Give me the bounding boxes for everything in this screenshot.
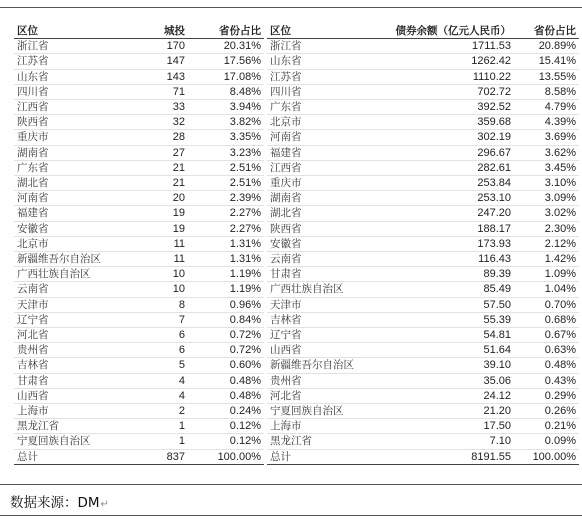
region-cell: 福建省 [267, 145, 370, 160]
header-count: 城投 [126, 24, 188, 39]
table-row [14, 160, 264, 175]
table-row [14, 84, 264, 99]
share-cell: 3.10% [514, 176, 579, 191]
value-cell: 21.20 [370, 404, 514, 419]
value-cell: 147 [126, 54, 188, 69]
value-cell: 4 [126, 373, 188, 388]
bottom-rule-lower [0, 515, 582, 516]
value-cell: 8191.55 [370, 449, 514, 464]
region-cell: 天津市 [14, 297, 126, 312]
table-row [267, 39, 579, 54]
table-row [14, 328, 264, 343]
value-cell: 6 [126, 343, 188, 358]
region-cell: 总计 [267, 449, 370, 464]
region-cell: 广西壮族自治区 [267, 282, 370, 297]
region-cell: 总计 [14, 449, 126, 464]
value-cell: 188.17 [370, 221, 514, 236]
city-investment-count-table [14, 24, 264, 465]
value-cell: 57.50 [370, 297, 514, 312]
table-row [14, 176, 264, 191]
share-cell: 3.23% [188, 145, 264, 160]
region-cell: 广东省 [267, 100, 370, 115]
value-cell: 359.68 [370, 115, 514, 130]
region-cell: 湖南省 [14, 145, 126, 160]
table-row [14, 358, 264, 373]
header-region: 区位 [14, 24, 126, 39]
share-cell: 15.41% [514, 54, 579, 69]
region-cell: 广西壮族自治区 [14, 267, 126, 282]
share-cell: 0.70% [514, 297, 579, 312]
region-cell: 新疆维吾尔自治区 [14, 252, 126, 267]
table-row [14, 297, 264, 312]
value-cell: 8 [126, 297, 188, 312]
table-row [14, 236, 264, 251]
region-cell: 山东省 [267, 54, 370, 69]
top-rule [0, 7, 582, 8]
share-cell: 0.96% [188, 297, 264, 312]
share-cell: 3.69% [514, 130, 579, 145]
share-cell: 4.39% [514, 115, 579, 130]
region-cell: 山西省 [14, 388, 126, 403]
total-row [14, 449, 264, 464]
region-cell: 辽宁省 [267, 328, 370, 343]
value-cell: 392.52 [370, 100, 514, 115]
table-row [14, 69, 264, 84]
table-header-row [267, 24, 579, 39]
share-cell: 3.09% [514, 191, 579, 206]
value-cell: 85.49 [370, 282, 514, 297]
share-cell: 3.35% [188, 130, 264, 145]
region-cell: 天津市 [267, 297, 370, 312]
region-cell: 上海市 [14, 404, 126, 419]
value-cell: 6 [126, 328, 188, 343]
table-row [267, 130, 579, 145]
region-cell: 北京市 [14, 236, 126, 251]
region-cell: 黑龙江省 [267, 434, 370, 449]
region-cell: 四川省 [14, 84, 126, 99]
region-cell: 甘肃省 [267, 267, 370, 282]
region-cell: 宁夏回族自治区 [267, 404, 370, 419]
table-row [267, 419, 579, 434]
share-cell: 3.62% [514, 145, 579, 160]
total-row [267, 449, 579, 464]
table-row [267, 115, 579, 130]
value-cell: 33 [126, 100, 188, 115]
share-cell: 3.45% [514, 160, 579, 175]
region-cell: 新疆维吾尔自治区 [267, 358, 370, 373]
table-row [267, 328, 579, 343]
region-cell: 重庆市 [267, 176, 370, 191]
share-cell: 13.55% [514, 69, 579, 84]
header-bond-balance: 债券余额（亿元人民币） [370, 24, 514, 39]
share-cell: 8.48% [188, 84, 264, 99]
value-cell: 116.43 [370, 252, 514, 267]
table-row [14, 115, 264, 130]
value-cell: 5 [126, 358, 188, 373]
header-share: 省份占比 [188, 24, 264, 39]
value-cell: 28 [126, 130, 188, 145]
share-cell: 100.00% [514, 449, 579, 464]
share-cell: 2.51% [188, 160, 264, 175]
table-row [14, 39, 264, 54]
share-cell: 2.30% [514, 221, 579, 236]
value-cell: 170 [126, 39, 188, 54]
share-cell: 0.84% [188, 312, 264, 327]
value-cell: 7.10 [370, 434, 514, 449]
share-cell: 0.48% [188, 373, 264, 388]
share-cell: 100.00% [188, 449, 264, 464]
share-cell: 0.09% [514, 434, 579, 449]
share-cell: 1.19% [188, 267, 264, 282]
region-cell: 江苏省 [267, 69, 370, 84]
share-cell: 4.79% [514, 100, 579, 115]
table-row [267, 221, 579, 236]
table-row [267, 282, 579, 297]
share-cell: 0.48% [514, 358, 579, 373]
region-cell: 江苏省 [14, 54, 126, 69]
table-row [14, 388, 264, 403]
value-cell: 11 [126, 252, 188, 267]
share-cell: 0.12% [188, 419, 264, 434]
value-cell: 1 [126, 419, 188, 434]
value-cell: 1110.22 [370, 69, 514, 84]
value-cell: 837 [126, 449, 188, 464]
value-cell: 173.93 [370, 236, 514, 251]
region-cell: 贵州省 [14, 343, 126, 358]
table-row [14, 100, 264, 115]
table-row [14, 191, 264, 206]
region-cell: 河南省 [14, 191, 126, 206]
table-row [267, 373, 579, 388]
share-cell: 1.42% [514, 252, 579, 267]
table-row [14, 282, 264, 297]
table-header-row [14, 24, 264, 39]
bond-balance-table [267, 24, 579, 465]
table-row [14, 252, 264, 267]
value-cell: 1711.53 [370, 39, 514, 54]
value-cell: 143 [126, 69, 188, 84]
share-cell: 0.68% [514, 312, 579, 327]
share-cell: 0.63% [514, 343, 579, 358]
table-row [14, 434, 264, 449]
share-cell: 2.27% [188, 221, 264, 236]
value-cell: 71 [126, 84, 188, 99]
value-cell: 24.12 [370, 388, 514, 403]
value-cell: 253.84 [370, 176, 514, 191]
region-cell: 河北省 [267, 388, 370, 403]
share-cell: 0.12% [188, 434, 264, 449]
value-cell: 10 [126, 267, 188, 282]
paragraph-mark-icon: ↵ [100, 499, 109, 510]
region-cell: 湖北省 [14, 176, 126, 191]
value-cell: 21 [126, 160, 188, 175]
value-cell: 10 [126, 282, 188, 297]
share-cell: 0.67% [514, 328, 579, 343]
value-cell: 21 [126, 176, 188, 191]
table-row [267, 388, 579, 403]
table-row [267, 69, 579, 84]
share-cell: 3.82% [188, 115, 264, 130]
value-cell: 17.50 [370, 419, 514, 434]
table-row [14, 54, 264, 69]
region-cell: 甘肃省 [14, 373, 126, 388]
table-row [14, 343, 264, 358]
table-row [14, 206, 264, 221]
share-cell: 20.89% [514, 39, 579, 54]
table-row [267, 160, 579, 175]
region-cell: 云南省 [267, 252, 370, 267]
share-cell: 0.48% [188, 388, 264, 403]
value-cell: 247.20 [370, 206, 514, 221]
region-cell: 安徽省 [14, 221, 126, 236]
share-cell: 0.60% [188, 358, 264, 373]
table-row [267, 84, 579, 99]
share-cell: 0.24% [188, 404, 264, 419]
value-cell: 7 [126, 312, 188, 327]
value-cell: 32 [126, 115, 188, 130]
region-cell: 河北省 [14, 328, 126, 343]
table-row [14, 419, 264, 434]
share-cell: 3.02% [514, 206, 579, 221]
value-cell: 253.10 [370, 191, 514, 206]
table-row [267, 252, 579, 267]
value-cell: 302.19 [370, 130, 514, 145]
region-cell: 宁夏回族自治区 [14, 434, 126, 449]
table-row [267, 54, 579, 69]
value-cell: 282.61 [370, 160, 514, 175]
value-cell: 39.10 [370, 358, 514, 373]
header-share: 省份占比 [514, 24, 579, 39]
region-cell: 陕西省 [14, 115, 126, 130]
region-cell: 湖北省 [267, 206, 370, 221]
table-row [267, 145, 579, 160]
value-cell: 2 [126, 404, 188, 419]
region-cell: 河南省 [267, 130, 370, 145]
share-cell: 0.72% [188, 328, 264, 343]
region-cell: 辽宁省 [14, 312, 126, 327]
region-cell: 福建省 [14, 206, 126, 221]
table-row [14, 145, 264, 160]
table-row [14, 404, 264, 419]
share-cell: 0.72% [188, 343, 264, 358]
value-cell: 1262.42 [370, 54, 514, 69]
value-cell: 89.39 [370, 267, 514, 282]
share-cell: 1.31% [188, 252, 264, 267]
table-row [14, 373, 264, 388]
value-cell: 35.06 [370, 373, 514, 388]
region-cell: 陕西省 [267, 221, 370, 236]
share-cell: 2.51% [188, 176, 264, 191]
share-cell: 2.39% [188, 191, 264, 206]
region-cell: 安徽省 [267, 236, 370, 251]
region-cell: 浙江省 [14, 39, 126, 54]
region-cell: 吉林省 [267, 312, 370, 327]
share-cell: 2.12% [514, 236, 579, 251]
region-cell: 山西省 [267, 343, 370, 358]
region-cell: 江西省 [267, 160, 370, 175]
table-row [267, 191, 579, 206]
value-cell: 19 [126, 206, 188, 221]
table-row [267, 312, 579, 327]
table-row [14, 221, 264, 236]
share-cell: 0.29% [514, 388, 579, 403]
region-cell: 黑龙江省 [14, 419, 126, 434]
share-cell: 0.21% [514, 419, 579, 434]
value-cell: 19 [126, 221, 188, 236]
value-cell: 296.67 [370, 145, 514, 160]
share-cell: 8.58% [514, 84, 579, 99]
region-cell: 浙江省 [267, 39, 370, 54]
region-cell: 上海市 [267, 419, 370, 434]
value-cell: 54.81 [370, 328, 514, 343]
region-cell: 贵州省 [267, 373, 370, 388]
table-row [267, 267, 579, 282]
share-cell: 17.56% [188, 54, 264, 69]
table-row [267, 343, 579, 358]
share-cell: 1.31% [188, 236, 264, 251]
share-cell: 2.27% [188, 206, 264, 221]
table-row [14, 312, 264, 327]
bottom-rule-upper [0, 484, 582, 485]
table-row [267, 206, 579, 221]
share-cell: 1.04% [514, 282, 579, 297]
region-cell: 吉林省 [14, 358, 126, 373]
value-cell: 702.72 [370, 84, 514, 99]
table-row [267, 297, 579, 312]
value-cell: 55.39 [370, 312, 514, 327]
value-cell: 1 [126, 434, 188, 449]
region-cell: 湖南省 [267, 191, 370, 206]
share-cell: 0.43% [514, 373, 579, 388]
region-cell: 四川省 [267, 84, 370, 99]
share-cell: 20.31% [188, 39, 264, 54]
region-cell: 云南省 [14, 282, 126, 297]
value-cell: 27 [126, 145, 188, 160]
share-cell: 17.08% [188, 69, 264, 84]
region-cell: 北京市 [267, 115, 370, 130]
table-row [14, 130, 264, 145]
value-cell: 11 [126, 236, 188, 251]
region-cell: 重庆市 [14, 130, 126, 145]
source-note [10, 491, 109, 511]
share-cell: 1.09% [514, 267, 579, 282]
share-cell: 0.26% [514, 404, 579, 419]
table-row [14, 267, 264, 282]
value-cell: 20 [126, 191, 188, 206]
table-row [267, 404, 579, 419]
value-cell: 4 [126, 388, 188, 403]
share-cell: 1.19% [188, 282, 264, 297]
table-row [267, 434, 579, 449]
source-text: 数据来源：DM [10, 495, 100, 511]
table-row [267, 358, 579, 373]
region-cell: 广东省 [14, 160, 126, 175]
region-cell: 山东省 [14, 69, 126, 84]
table-row [267, 176, 579, 191]
region-cell: 江西省 [14, 100, 126, 115]
table-row [267, 236, 579, 251]
table-row [267, 100, 579, 115]
header-region: 区位 [267, 24, 370, 39]
value-cell: 51.64 [370, 343, 514, 358]
share-cell: 3.94% [188, 100, 264, 115]
